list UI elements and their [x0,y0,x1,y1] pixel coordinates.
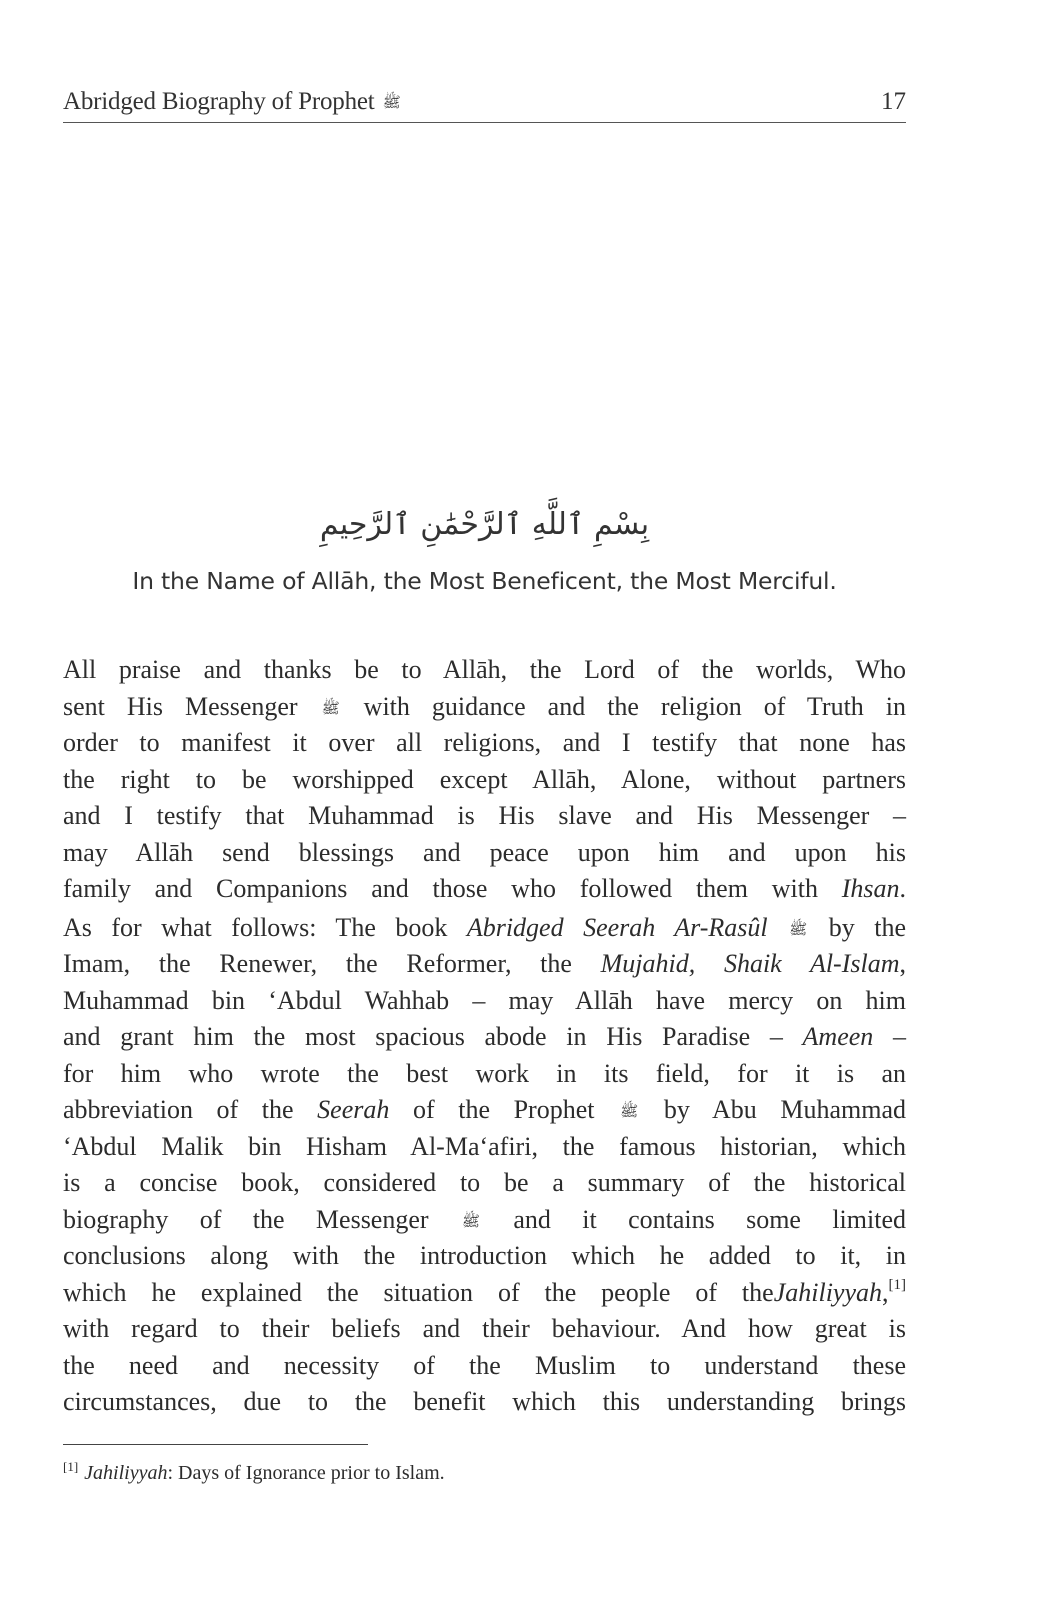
text-line [63,946,906,983]
text-line: ‘Abdul Malik bin Hisham Al-Ma‘afiri, the famous historian, which [63,1131,906,1161]
footnote-reference[interactable]: [1] [888,1276,906,1293]
text-span: family and Companions and those who followed them with [63,874,842,903]
text-span: of the Prophet [389,1095,595,1124]
text-line: the need and necessity of the Muslim to understand these [63,1350,906,1380]
text-line [63,1202,906,1239]
salawat-icon: ﷺ [321,698,340,717]
text-line [63,1092,906,1129]
text-line: circumstances, due to the benefit which this understanding brings [63,1387,906,1416]
text-span: with guidance and the religion of Truth in [341,691,906,721]
text-line [63,1275,906,1312]
text-span: – [873,1022,907,1051]
salawat-icon: ﷺ [620,1102,639,1120]
text-line [63,1019,906,1056]
running-title [63,82,403,122]
footnote-text: : Days of Ignorance prior to Islam. [167,1462,445,1484]
page-number: 17 [881,88,906,115]
text-span: by Abu Muhammad [640,1095,907,1124]
paragraph-1 [63,652,906,908]
text-line [63,910,906,947]
book-title: Abridged Seerah Ar-Rasûl [466,912,768,942]
italic-term: Jahiliyyah [773,1277,882,1307]
text-line: order to manifest it over all religions, and I testify that none has [63,728,906,757]
salawat-icon: ﷺ [461,1211,481,1230]
text-span: sent His Messenger [63,691,320,721]
text-line [63,689,906,726]
text-span: by the [809,912,906,942]
header-rule [63,122,906,123]
paragraph-2 [63,910,906,1421]
text-line: for him who wrote the best work in its field, for it is an [63,1058,906,1088]
basmalah-arabic: بِسْمِ ٱللَّهِ ٱلرَّحْمَٰنِ ٱلرَّحِيمِ [319,507,650,542]
text-span: , [899,949,906,978]
text-line: may Allāh send blessings and peace upon him and upon his [63,837,906,867]
text-line: with regard to their beliefs and their behaviour. And how great is [63,1314,906,1343]
text-line [63,871,906,908]
italic-term: Mujahid, Shaik Al-Islam [600,949,900,978]
text-span: , [882,1277,889,1307]
text-span: and it contains some limited [482,1204,906,1234]
body-text [63,652,906,1421]
text-span: abbreviation of the [63,1095,318,1124]
footnote-marker: [1] [63,1459,79,1474]
salawat-icon: ﷺ [789,919,808,938]
footnote-rule [63,1444,368,1445]
basmalah-translation: In the Name of Allāh, the Most Beneficent, the Most Merciful. [132,567,837,595]
running-title-text: Abridged Biography of Prophet [63,88,375,115]
text-line: the right to be worshipped except Allāh, Alone, without partners [63,764,906,794]
italic-term: Ihsan [841,874,900,903]
running-header [63,82,906,122]
text-span: biography of the Messenger [63,1204,429,1234]
text-span: and grant him the most spacious abode in His Paradise – [63,1022,803,1051]
footnote [63,1458,445,1488]
text-line: and I testify that Muhammad is His slave and His Messenger – [63,801,906,830]
text-span: As for what follows: The book [63,912,467,942]
italic-term: Ameen [802,1022,874,1051]
text-line: is a concise book, considered to be a summary of the historical [63,1168,906,1197]
text-line: All praise and thanks be to Allāh, the Lord of the worlds, Who [63,655,906,684]
italic-term: Seerah [317,1095,390,1124]
text-span: which he explained the situation of the people of the [63,1277,774,1307]
salawat-icon: ﷺ [382,93,401,111]
book-page [63,0,906,1606]
footnote-term: Jahiliyyah [84,1462,168,1484]
text-span: Imam, the Renewer, the Reformer, the [63,949,601,978]
text-line: conclusions along with the introduction which he added to it, in [63,1241,906,1270]
text-line: Muhammad bin ‘Abdul Wahhab – may Allāh have mercy on him [63,985,906,1015]
text-span: . [899,874,906,903]
